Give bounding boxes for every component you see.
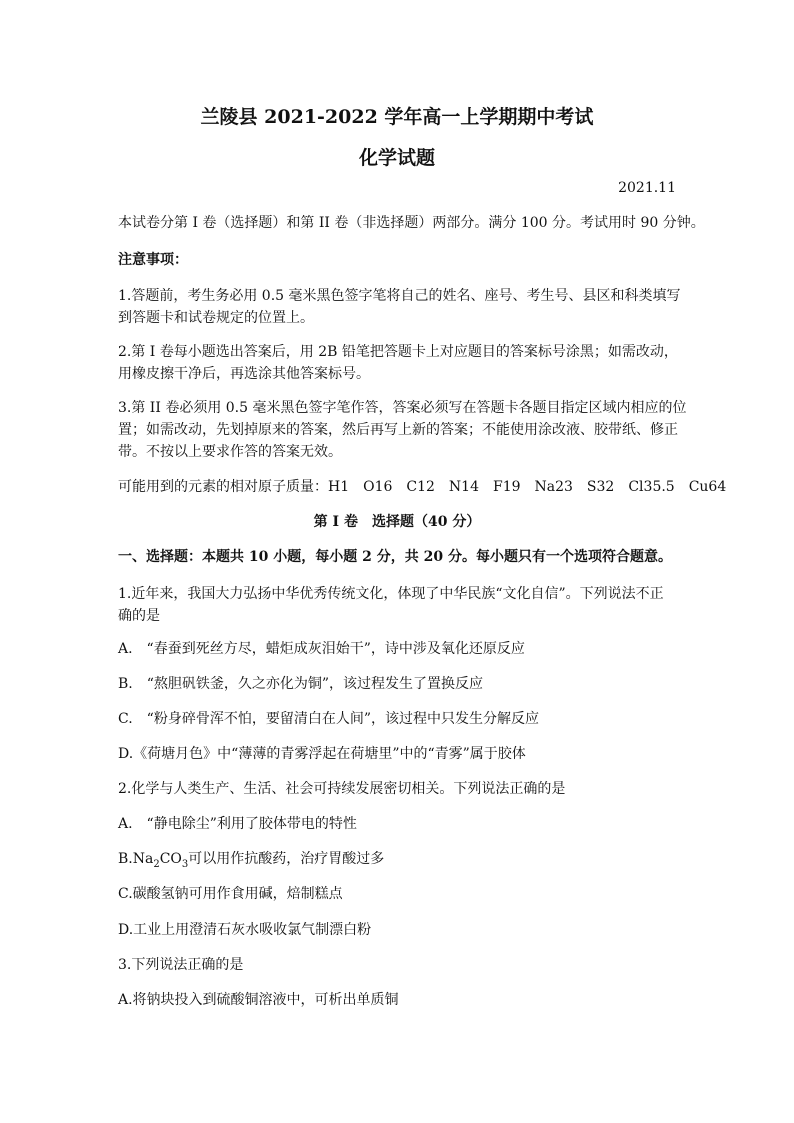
q2-stem: 2.化学与人类生产、生活、社会可持续发展密切相关。下列说法正确的是 bbox=[118, 781, 566, 797]
part-1-heading: 一、选择题：本题共 10 小题，每小题 2 分，共 20 分。每小题只有一个选项符合题意。 bbox=[118, 549, 672, 565]
q2-option-b-prefix: B.Na bbox=[118, 851, 154, 867]
q2-option-b-suffix: 可以用作抗酸药，治疗胃酸过多 bbox=[188, 851, 385, 867]
note-2-line-2: 用橡皮擦干净后，再选涂其他答案标号。 bbox=[118, 366, 370, 382]
q2-option-b-mid: CO bbox=[159, 851, 182, 867]
q3-option-a: A.将钠块投入到硫酸铜溶液中，可析出单质铜 bbox=[118, 992, 399, 1008]
q1-option-d: D.《荷塘月色》中“薄薄的青雾浮起在荷塘里”中的“青雾”属于胶体 bbox=[118, 746, 526, 762]
note-3-line-2: 置；如需改动，先划掉原来的答案，然后再写上新的答案；不能使用涂改液、胶带纸、修正 bbox=[118, 422, 678, 438]
intro-text: 本试卷分第 I 卷（选择题）和第 II 卷（非选择题）两部分。满分 100 分。考试用时 90 分钟。 bbox=[118, 215, 705, 231]
note-1-line-1: 1.答题前，考生务必用 0.5 毫米黑色签字笔将自己的姓名、座号、考生号、县区和科类填写 bbox=[118, 288, 681, 304]
q2-option-b-sub-1: 2 bbox=[153, 858, 160, 870]
q1-option-b: B. “熬胆矾铁釜，久之亦化为铜”，该过程发生了置换反应 bbox=[118, 676, 484, 692]
section-1-heading: 第 I 卷 选择题（40 分） bbox=[313, 514, 481, 530]
q1-stem-line-2: 确的是 bbox=[118, 608, 160, 624]
exam-title: 兰陵县 2021-2022 学年高一上学期期中考试 bbox=[200, 106, 594, 128]
q1-option-c: C. “粉身碎骨浑不怕，要留清白在人间”，该过程中只发生分解反应 bbox=[118, 711, 539, 727]
q2-option-c: C.碳酸氢钠可用作食用碱，焙制糕点 bbox=[118, 886, 343, 902]
notes-heading: 注意事项： bbox=[118, 252, 188, 268]
q2-option-d: D.工业上用澄清石灰水吸收氯气制漂白粉 bbox=[118, 922, 372, 938]
note-2-line-1: 2.第 I 卷每小题选出答案后，用 2B 铅笔把答题卡上对应题目的答案标号涂黑；如需改动， bbox=[118, 344, 678, 360]
q2-option-b bbox=[118, 847, 678, 871]
atomic-masses: 可能用到的元素的相对原子质量：H1 O16 C12 N14 F19 Na23 S32 Cl35.5 Cu64 bbox=[118, 479, 727, 495]
note-3-line-3: 带。不按以上要求作答的答案无效。 bbox=[118, 444, 342, 460]
q2-option-a: A. “静电除尘”利用了胶体带电的特性 bbox=[118, 816, 357, 832]
note-1-line-2: 到答题卡和试卷规定的位置上。 bbox=[118, 310, 314, 326]
q2-option-b-sub-2: 3 bbox=[181, 858, 189, 870]
q1-stem-line-1: 1.近年来，我国大力弘扬中华优秀传统文化，体现了中华民族“文化自信”。下列说法不正 bbox=[118, 586, 664, 602]
note-3-line-1: 3.第 II 卷必须用 0.5 毫米黑色签字笔作答，答案必须写在答题卡各题目指定区域内相应的位 bbox=[118, 400, 687, 416]
exam-subtitle: 化学试题 bbox=[358, 147, 435, 169]
q3-stem: 3.下列说法正确的是 bbox=[118, 957, 244, 973]
q1-option-a: A. “春蚕到死丝方尽，蜡炬成灰泪始干”，诗中涉及氧化还原反应 bbox=[118, 641, 525, 657]
exam-date: 2021.11 bbox=[618, 180, 676, 196]
